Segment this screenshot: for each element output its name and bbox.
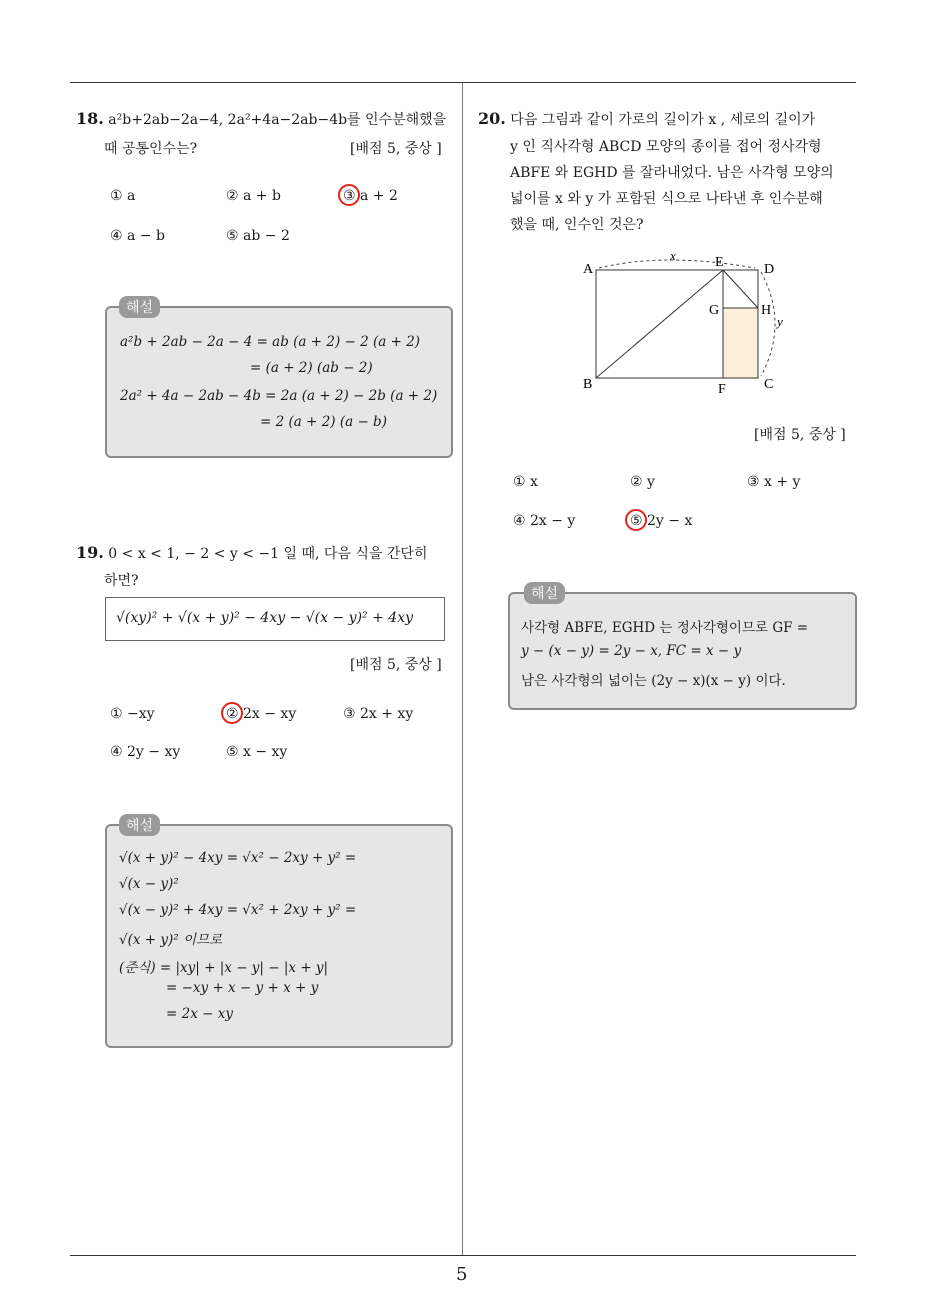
q20-solution-line-3: 남은 사각형의 넓이는 (2y − x)(x − y) 이다. — [521, 673, 786, 689]
q18-choice-5[interactable]: ⑤ ab − 2 — [226, 228, 290, 244]
q20-choice-4[interactable]: ④ 2x − y — [513, 513, 576, 529]
q20-stem-line3: ABFE 와 EGHD 를 잘라내었다. 남은 사각형 모양의 — [510, 165, 834, 181]
q19-number: 19. — [76, 543, 104, 562]
q19 — [76, 540, 456, 567]
q20-choice-2[interactable]: ② y — [630, 474, 655, 490]
q19-answer-mark — [221, 702, 243, 724]
q19-solution-line-6: = −xy + x − y + x + y — [166, 980, 319, 996]
q18-solution-line-4: = 2 (a + 2) (a − b) — [260, 414, 387, 430]
q19-solution-tag: 해설 — [119, 814, 160, 836]
q20-stem-line4: 넓이를 x 와 y 가 포함된 식으로 나타낸 후 인수분해 — [510, 191, 823, 207]
q18-stem-line1: a²b+2ab−2a−4, 2a²+4a−2ab−4b를 인수분해했을 — [108, 112, 447, 128]
q18-solution-line-2: = (a + 2) (ab − 2) — [250, 360, 373, 376]
label-b: B — [583, 377, 593, 392]
arc-x — [599, 260, 755, 268]
label-y: y — [777, 314, 783, 329]
arc-y — [761, 272, 775, 376]
label-e: E — [715, 255, 724, 270]
q19-choice-2[interactable]: ② 2x − xy — [226, 706, 297, 722]
q19-solution-line-5: (준식) = |xy| + |x − y| − |x + y| — [119, 960, 329, 976]
q19-formula: √(xy)² + √(x + y)² − 4xy − √(x − y)² + 4xy — [116, 610, 413, 626]
q19-stem-line1: 0 < x < 1, − 2 < y < −1 일 때, 다음 식을 간단히 — [108, 546, 428, 562]
label-d: D — [764, 262, 775, 277]
q20-number: 20. — [478, 109, 506, 128]
top-rule — [70, 82, 856, 83]
q18-stem-line2: 때 공통인수는? — [104, 141, 198, 157]
q19-choice-4[interactable]: ④ 2y − xy — [110, 744, 181, 760]
q20-figure — [575, 248, 795, 398]
q19-solution-line-3: √(x − y)² + 4xy = √x² + 2xy + y² = — [119, 902, 357, 918]
q19-choice-1[interactable]: ① −xy — [110, 706, 155, 722]
q18-choice-4[interactable]: ④ a − b — [110, 228, 165, 244]
label-a: A — [583, 262, 594, 277]
q18-answer-mark — [338, 184, 360, 206]
q19-solution-line-4: √(x + y)² 이므로 — [119, 932, 223, 948]
shaded-rectangle — [723, 308, 758, 378]
q18-number: 18. — [76, 109, 104, 128]
line-eh — [723, 270, 758, 308]
q19-stem-line2: 하면? — [104, 573, 139, 589]
label-h: H — [761, 303, 772, 318]
label-f: F — [718, 382, 726, 397]
q18-choice-3[interactable]: ③ a + 2 — [343, 188, 398, 204]
q20-choice-1[interactable]: ① x — [513, 474, 538, 490]
q20-stem-line5: 했을 때, 인수인 것은? — [510, 217, 644, 233]
q18 — [76, 106, 456, 133]
q20 — [478, 106, 858, 133]
q20-choice-5[interactable]: ⑤ 2y − x — [630, 513, 693, 529]
q18-points: [배점 5, 중상 ] — [350, 141, 442, 157]
label-x: x — [670, 248, 676, 263]
q19-solution-line-7: = 2x − xy — [166, 1006, 233, 1022]
q18-solution-line-1: a²b + 2ab − 2a − 4 = ab (a + 2) − 2 (a + 2) — [120, 334, 421, 350]
q18-solution-tag: 해설 — [119, 296, 160, 318]
q18-choice-1[interactable]: ① a — [110, 188, 136, 204]
q20-stem-line1: 다음 그림과 같이 가로의 길이가 x , 세로의 길이가 — [510, 112, 816, 128]
q20-points: [배점 5, 중상 ] — [754, 427, 846, 443]
q20-solution-line-1: 사각형 ABFE, EGHD 는 정사각형이므로 GF = — [521, 620, 809, 636]
q19-choice-3[interactable]: ③ 2x + xy — [343, 706, 414, 722]
q19-solution-line-1: √(x + y)² − 4xy = √x² − 2xy + y² = — [119, 850, 357, 866]
page-number: 5 — [456, 1264, 468, 1285]
diagonal-be — [596, 270, 723, 378]
bottom-rule — [70, 1255, 856, 1256]
q19-choice-5[interactable]: ⑤ x − xy — [226, 744, 288, 760]
q20-solution-tag: 해설 — [524, 582, 565, 604]
q19-points: [배점 5, 중상 ] — [350, 657, 442, 673]
column-divider — [462, 83, 463, 1255]
q19-solution-line-2: √(x − y)² — [119, 876, 179, 892]
q18-choice-2[interactable]: ② a + b — [226, 188, 281, 204]
label-g: G — [709, 303, 720, 318]
q18-solution-box — [105, 306, 453, 458]
q20-stem-line2: y 인 직사각형 ABCD 모양의 종이를 접어 정사각형 — [510, 139, 822, 155]
q20-answer-mark — [625, 509, 647, 531]
q18-solution-line-3: 2a² + 4a − 2ab − 4b = 2a (a + 2) − 2b (a + 2) — [120, 388, 438, 404]
label-c: C — [764, 377, 774, 392]
q20-solution-line-2: y − (x − y) = 2y − x, FC = x − y — [521, 643, 742, 659]
q20-choice-3[interactable]: ③ x + y — [747, 474, 801, 490]
